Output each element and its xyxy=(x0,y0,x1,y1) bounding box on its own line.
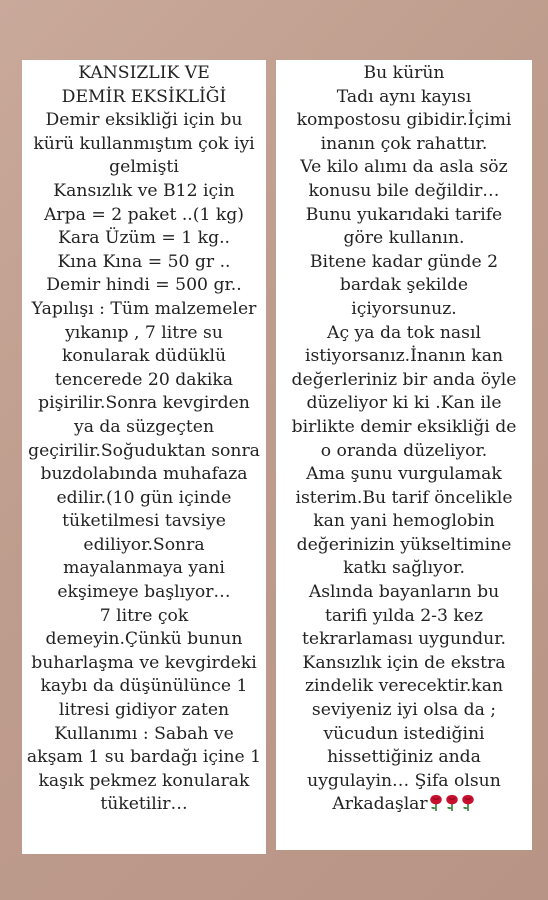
text-line: gelmişti xyxy=(109,157,179,178)
text-line: Kansızlık için de ekstra xyxy=(302,652,506,673)
text-line: KANSIZLIK VE xyxy=(78,63,210,83)
text-line: edilir.(10 gün içinde xyxy=(56,487,232,508)
right-text-panel xyxy=(276,60,532,850)
text-line: vücudun istediğini xyxy=(323,723,485,744)
text-line: demeyin.Çünkü bunun xyxy=(45,629,243,650)
text-line: Ve kilo alımı da asla söz xyxy=(300,157,508,178)
text-line: Tadı aynı kayısı xyxy=(336,86,472,107)
text-line: buzdolabında muhafaza xyxy=(40,464,248,485)
text-line: Aslında bayanların bu xyxy=(308,582,500,603)
text-line: Bu kürün xyxy=(363,63,445,83)
text-line: DEMİR EKSİKLİĞİ xyxy=(61,86,227,107)
text-line: konularak düdüklü xyxy=(61,346,227,367)
text-line: değerinizin yükseltimine xyxy=(296,534,512,555)
text-line: Kına Kına = 50 gr .. xyxy=(57,251,231,272)
text-line: tarifi yılda 2-3 kez xyxy=(325,605,483,626)
text-line: inanın çok rahattır. xyxy=(320,133,488,154)
text-line: tüketilmesi tavsiye xyxy=(62,511,226,532)
text-line: Bunu yukarıdaki tarife xyxy=(305,204,503,225)
text-line: katkı sağlıyor. xyxy=(343,558,465,579)
text-line: değerleriniz bir anda öyle xyxy=(291,369,517,390)
text-line: göre kullanın. xyxy=(343,228,465,249)
text-line: konusu bile değildir… xyxy=(308,180,500,201)
text-line: kompostosu gibidir.İçimi xyxy=(296,110,512,131)
text-line: Aç ya da tok nasıl xyxy=(327,322,481,343)
text-line: Ama şunu vurgulamak xyxy=(306,464,502,485)
text-line: litresi gidiyor zaten xyxy=(58,700,230,721)
text-line: Kara Üzüm = 1 kg.. xyxy=(58,228,230,249)
text-line: tencerede 20 dakika xyxy=(54,369,234,390)
text-line: mayalanmaya yani xyxy=(63,558,225,579)
text-line: bardak şekilde xyxy=(339,275,469,296)
text-line: tüketilir… xyxy=(100,794,188,815)
text-line: isterim.Bu tarif öncelikle xyxy=(295,487,513,508)
text-line: Arpa = 2 paket ..(1 kg) xyxy=(44,204,244,225)
text-line: Kullanımı : Sabah ve xyxy=(54,723,234,744)
text-line: kaybı da düşünülünce 1 xyxy=(40,676,248,697)
text-line: Kansızlık ve B12 için xyxy=(53,180,235,201)
left-text-panel xyxy=(22,60,266,854)
rose-icon xyxy=(444,794,460,812)
text-line: Bitene kadar günde 2 xyxy=(309,251,499,272)
text-line: ya da süzgeçten xyxy=(73,416,215,437)
text-line: ekşimeye başlıyor… xyxy=(57,582,231,603)
text-line: yıkanıp , 7 litre su xyxy=(65,322,223,343)
text-line: Demir eksikliği için bu xyxy=(45,110,243,131)
text-line: o oranda düzeliyor. xyxy=(320,440,488,461)
text-line: buharlaşma ve kevgirdeki xyxy=(31,652,257,673)
text-line: kan yani hemoglobin xyxy=(313,511,495,532)
closing-word: Arkadaşlar xyxy=(332,794,428,815)
closing-line xyxy=(276,793,532,817)
rose-icon xyxy=(460,794,476,812)
text-line: pişirilir.Sonra kevgirden xyxy=(38,393,250,414)
text-line: içiyorsunuz. xyxy=(351,298,457,319)
text-line: uygulayin… Şifa olsun xyxy=(307,770,501,791)
text-line: birlikte demir eksikliği de xyxy=(291,416,517,437)
text-line: kaşık pekmez konularak xyxy=(38,770,250,791)
text-line: 7 litre çok xyxy=(99,605,189,626)
text-line: ediliyor.Sonra xyxy=(83,534,205,555)
text-line: düzeliyor ki ki .Kan ile xyxy=(306,393,502,414)
text-line: geçirilir.Soğuduktan sonra xyxy=(28,440,260,461)
text-line: istiyorsanız.İnanın kan xyxy=(304,346,504,367)
text-line: kürü kullanmıştım çok iyi xyxy=(33,133,255,154)
text-line: hissettiğiniz anda xyxy=(327,747,481,768)
text-line: Yapılışı : Tüm malzemeler xyxy=(31,298,257,319)
text-line: seviyeniz iyi olsa da ; xyxy=(311,700,497,721)
text-line: tekrarlaması uygundur. xyxy=(301,629,507,650)
text-line: zindelik verecektir.kan xyxy=(304,676,504,697)
rose-icon xyxy=(428,794,444,812)
text-line: akşam 1 su bardağı içine 1 xyxy=(26,747,262,768)
text-line: Demir hindi = 500 gr.. xyxy=(46,275,242,296)
